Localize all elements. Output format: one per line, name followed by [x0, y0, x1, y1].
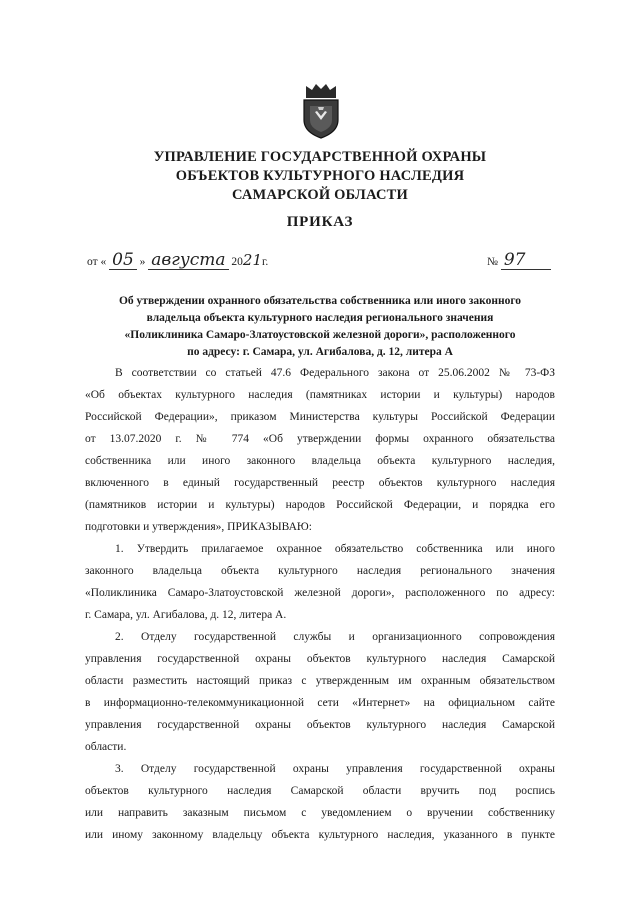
body-line: в информационно-телекоммуникационной сети «Интернет» на официальном сайте — [85, 697, 555, 709]
date-year-handwritten: 21 — [242, 251, 262, 269]
number-prefix: № — [487, 256, 498, 268]
body-line: от 13.07.2020 г. № 774 «Об утверждении формы охранного обязательства — [85, 433, 555, 445]
body-line: (памятников истории и культуры) народов Российской Федерации, и порядка его — [85, 499, 555, 511]
order-title-line-1: Об утверждении охранного обязательства собственника или иного законного — [118, 295, 522, 307]
date-suffix: г. — [262, 256, 269, 268]
body-line: законного владельца объекта культурного наследия регионального значения — [85, 565, 555, 577]
body-line: включенного в единый государственный реестр объектов культурного наследия — [85, 477, 555, 489]
order-number — [487, 251, 551, 270]
date-month-handwritten: августа — [148, 251, 228, 270]
order-title-line-2: владельца объекта культурного наследия регионального значения — [146, 312, 494, 324]
coat-of-arms-emblem — [296, 80, 346, 140]
body-line: области. — [85, 741, 127, 753]
body-line: В соответствии со статьей 47.6 Федерального закона от 25.06.2002 № 73-ФЗ — [115, 367, 555, 379]
order-title-line-3: «Поликлиника Самаро-Златоустовской железной дороги», расположенного — [124, 329, 516, 341]
number-handwritten: 97 — [501, 251, 551, 270]
body-line: «Поликлиника Самаро-Златоустовской железной дороги», расположенного по адресу: — [85, 587, 555, 599]
org-name-line-2: ОБЪЕКТОВ КУЛЬТУРНОГО НАСЛЕДИЯ — [175, 168, 465, 184]
document-type-heading: ПРИКАЗ — [286, 214, 354, 230]
org-name-line-1: УПРАВЛЕНИЕ ГОСУДАРСТВЕННОЙ ОХРАНЫ — [153, 149, 487, 165]
body-line: 2. Отделу государственной службы и организационного сопровождения — [115, 631, 555, 643]
body-line: 1. Утвердить прилагаемое охранное обязательство собственника или иного — [115, 543, 555, 555]
body-line: области разместить настоящий приказ с утвержденным им охранным обязательством — [85, 675, 555, 687]
body-line: собственника или иного законного владельца объекта культурного наследия, — [85, 455, 555, 467]
date-prefix: от « — [87, 256, 107, 268]
body-line: «Об объектах культурного наследия (памятниках истории и культуры) народов — [85, 389, 555, 401]
body-line: объектов культурного наследия Самарской области вручить под роспись — [85, 785, 555, 797]
date-mid: » — [139, 256, 146, 268]
body-line: г. Самара, ул. Агибалова, д. 12, литера А. — [85, 609, 287, 621]
body-line: подготовки и утверждения», ПРИКАЗЫВАЮ: — [85, 521, 312, 533]
body-line: Российской Федерации», приказом Министерства культуры Российской Федерации — [85, 411, 555, 423]
date-day-handwritten: 05 — [109, 251, 137, 270]
body-line: управления государственной охраны объектов культурного наследия Самарской — [85, 653, 555, 665]
body-line: или иному законному владельцу объекта культурного наследия, указанного в пункте — [85, 829, 555, 841]
org-name-line-3: САМАРСКОЙ ОБЛАСТИ — [231, 187, 409, 203]
order-title-line-4: по адресу: г. Самара, ул. Агибалова, д. 12, литера А — [187, 346, 453, 358]
date-year-prefix: 20 — [231, 256, 243, 268]
body-line: 3. Отделу государственной охраны управления государственной охраны — [115, 763, 555, 775]
body-line: управления государственной охраны объектов культурного наследия Самарской — [85, 719, 555, 731]
order-date — [87, 251, 268, 273]
body-line: или направить заказным письмом с уведомлением о вручении собственнику — [85, 807, 555, 819]
